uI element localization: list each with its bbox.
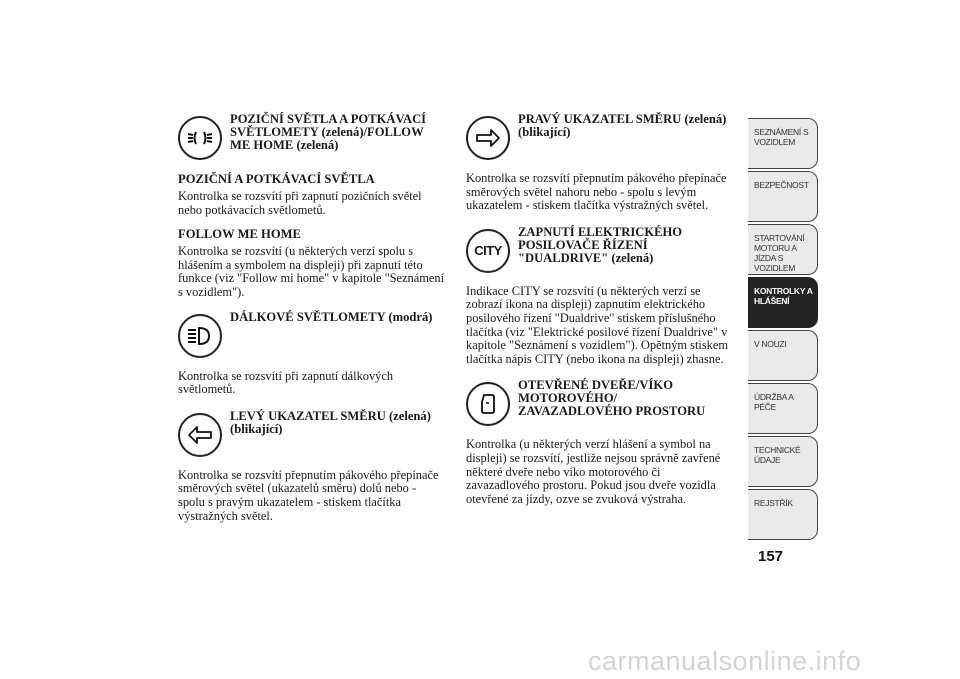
tab-v-nouzi[interactable]: V NOUZI bbox=[748, 330, 818, 381]
tab-kontrolky[interactable]: KONTROLKY A HLÁŠENÍ bbox=[748, 277, 818, 328]
tab-rejstrik[interactable]: REJSTŘÍK bbox=[748, 489, 818, 540]
tab-udrzba[interactable]: ÚDRŽBA A PÉČE bbox=[748, 383, 818, 434]
open-door-entry bbox=[466, 378, 734, 426]
paragraph: Kontrolka (u některých verzí hlášení a symbol na displeji) se rozsvítí, jestliže nejsou správně zavřené některé dveře nebo víko motorového či zavazadlového prostoru. Pokud jsou dveře vozidla otevřené za jízdy, ozve se zvuková výstraha. bbox=[466, 437, 721, 506]
paragraph: Kontrolka se rozsvítí přepnutím pákového přepínače směrových světel (ukazatelů směru) dolů nebo - spolu s pravým ukazatelem - stiskem tlačítka výstražných světel. bbox=[178, 467, 439, 523]
right-turn-entry bbox=[466, 112, 734, 160]
high-beam-icon bbox=[178, 314, 222, 358]
tab-seznameni[interactable]: SEZNÁMENÍ S VOZIDLEM bbox=[748, 118, 818, 169]
paragraph: Kontrolka se rozsvítí při zapnutí pozičních světel nebo potkávacích světlometů. bbox=[178, 189, 422, 217]
paragraph: Kontrolka se rozsvítí (u některých verzí spolu s hlášením a symbolem na displeji) při zapnutí této funkce (viz "Follow mi home" v kapitole "Seznámení s vozidlem"). bbox=[178, 244, 445, 299]
paragraph: Kontrolka se rozsvítí přepnutím pákového přepínače směrových světel nahoru nebo - spolu s levým ukazatelem - stiskem tlačítka výstražných světel. bbox=[466, 171, 727, 213]
right-turn-title: PRAVÝ UKAZATEL SMĚRU (zelená) (blikající) bbox=[518, 112, 727, 139]
paragraph: Kontrolka se rozsvítí při zapnutí dálkových světlometů. bbox=[178, 368, 394, 397]
tab-startovani[interactable]: STARTOVÁNÍ MOTORU A JÍZDA S VOZIDLEM bbox=[748, 224, 818, 275]
city-label: CITY bbox=[474, 243, 502, 259]
tab-technicke[interactable]: TECHNICKÉ ÚDAJE bbox=[748, 436, 818, 487]
watermark: carmanualsonline.info bbox=[588, 646, 862, 676]
left-turn-title: LEVÝ UKAZATEL SMĚRU (zelená) (blikající) bbox=[230, 408, 431, 436]
city-icon bbox=[466, 229, 510, 273]
position-lights-icon bbox=[178, 116, 222, 160]
position-lights-title: POZIČNÍ SVĚTLA A POTKÁVACÍ SVĚTLOMETY (zelená)/FOLLOW ME HOME (zelená) bbox=[230, 112, 427, 152]
high-beam-entry bbox=[178, 310, 446, 358]
paragraph: Indikace CITY se rozsvítí (u některých verzí se zobrazí ikona na displeji) zapnutím elektrického posilového řízení "Dualdrive" stiskem příslušného tlačítka (viz "Elektrické posilové řízení Dualdrive" v kapitole "Seznámení s vozidlem"). Opětným stiskem tlačítka nápis CITY (nebo ikona na displeji) zhasne. bbox=[466, 283, 729, 366]
city-title: ZAPNUTÍ ELEKTRICKÉHO POSILOVAČE ŘÍZENÍ "DUALDRIVE" (zelená) bbox=[518, 224, 683, 265]
open-door-icon bbox=[466, 382, 510, 426]
right-arrow-icon bbox=[466, 116, 510, 160]
page-number: 157 bbox=[758, 548, 784, 565]
left-column bbox=[178, 112, 446, 531]
subheading-follow-me-home: FOLLOW ME HOME bbox=[178, 227, 301, 242]
open-door-title: OTEVŘENÉ DVEŘE/VÍKO MOTOROVÉHO/ ZAVAZADLOVÉHO PROSTORU bbox=[518, 378, 706, 419]
left-turn-entry bbox=[178, 409, 446, 457]
left-arrow-icon bbox=[178, 413, 222, 457]
high-beam-title: DÁLKOVÉ SVĚTLOMETY (modrá) bbox=[230, 309, 433, 324]
chapter-tabs bbox=[748, 118, 818, 542]
right-column bbox=[466, 112, 734, 514]
tab-bezpecnost[interactable]: BEZPEČNOST bbox=[748, 171, 818, 222]
city-entry bbox=[466, 225, 734, 273]
position-lights-entry bbox=[178, 112, 446, 162]
subheading-position-low-beam: POZIČNÍ A POTKÁVACÍ SVĚTLA bbox=[178, 172, 375, 186]
